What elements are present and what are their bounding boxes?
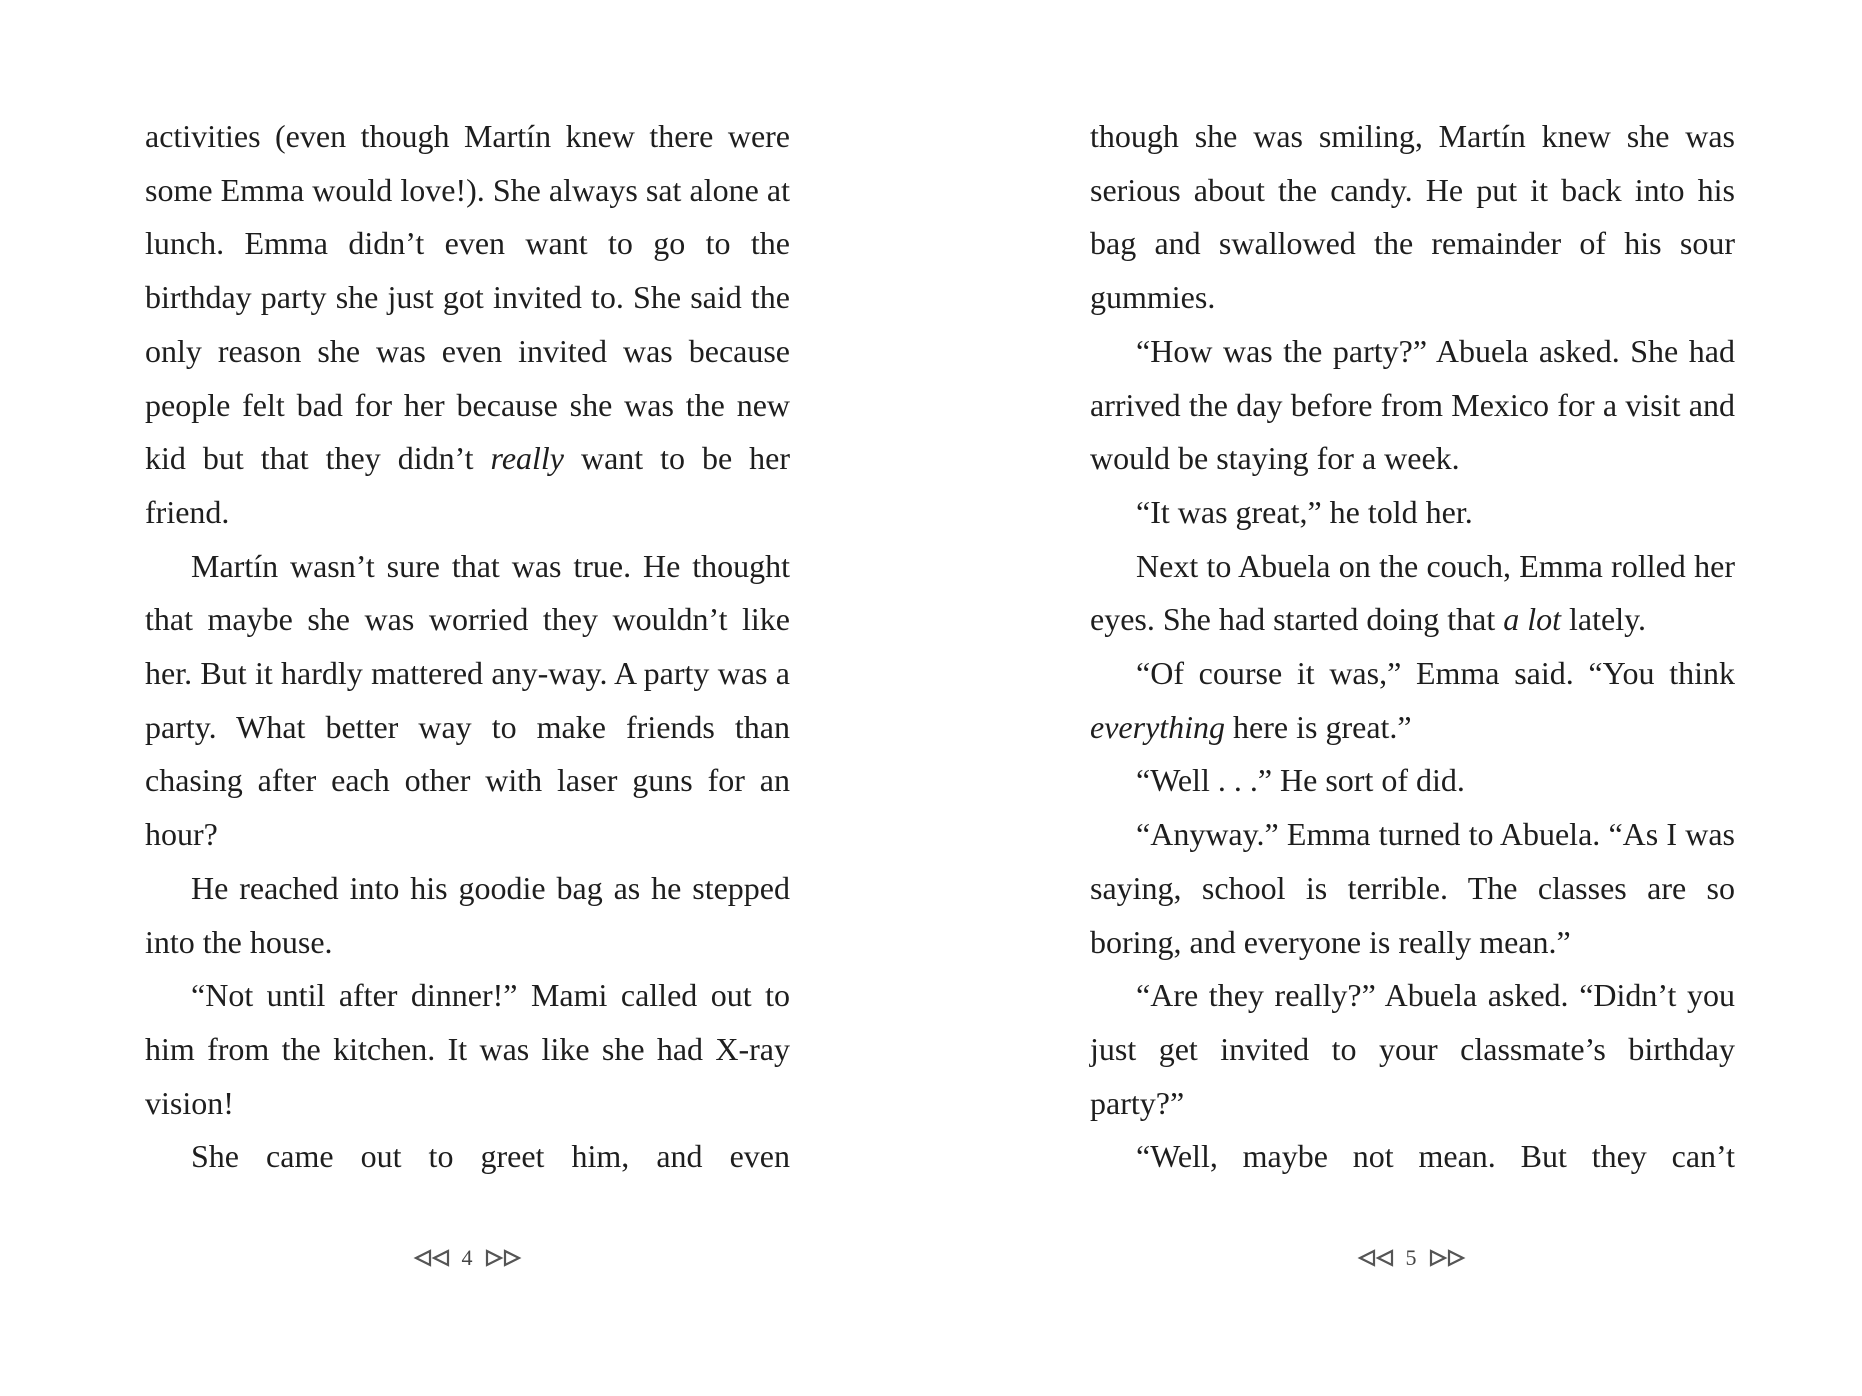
right-page-text <box>1090 110 1735 1184</box>
right-folio <box>1311 1238 1511 1278</box>
page-number: 5 <box>1405 1245 1417 1270</box>
double-left-triangle-icon <box>412 1248 452 1268</box>
left-paragraph-5: She came out to greet him, and even <box>191 1138 790 1175</box>
right-paragraph-8: “Are they really?” Abuela asked. “Didn’t you just get invited to your classmate’s birthday party?” <box>1090 977 1735 1121</box>
page-number: 4 <box>461 1245 473 1270</box>
right-page <box>931 0 1862 1396</box>
double-right-triangle-icon <box>1427 1248 1467 1268</box>
right-paragraph-7: “Anyway.” Emma turned to Abuela. “As I was saying, school is terrible. The classes are so boring, and everyone is really mean.” <box>1090 816 1735 960</box>
right-paragraph-5: “Of course it was,” Emma said. “You think everything here is great.” <box>1090 655 1735 745</box>
left-paragraph-1: activities (even though Martín knew there were some Emma would love!). She always sat alone at lunch. Emma didn’t even want to go to the birthday party she just got invited to. She said the only reason she was even invited was because people felt bad for her because she was the new kid but that they didn’t really want to be her friend. <box>145 118 791 530</box>
left-paragraph-3: He reached into his goodie bag as he stepped into the house. <box>145 869 790 960</box>
right-paragraph-3: “It was great,” he told her. <box>1136 493 1473 530</box>
right-paragraph-2: “How was the party?” Abuela asked. She had arrived the day before from Mexico for a visit and would be staying for a week. <box>1090 332 1735 477</box>
right-paragraph-6: “Well . . .” He sort of did. <box>1136 762 1465 799</box>
right-paragraph-4: Next to Abuela on the couch, Emma rolled her eyes. She had started doing that a lot lately. <box>1090 547 1735 638</box>
left-paragraph-2: Martín wasn’t sure that was true. He thought that maybe she was worried they wouldn’t like her. But it hardly mattered any-way. A party was a party. What better way to make friends than chasing after each other with laser guns for an hour? <box>145 547 790 853</box>
double-right-triangle-icon <box>483 1248 523 1268</box>
left-paragraph-4: “Not until after dinner!” Mami called out to him from the kitchen. It was like she had X-ray vision! <box>145 977 790 1121</box>
right-paragraph-1: though she was smiling, Martín knew she was serious about the candy. He put it back into his bag and swallowed the remainder of his sour gummies. <box>1090 118 1735 316</box>
right-paragraph-9: “Well, maybe not mean. But they can’t <box>1136 1138 1735 1175</box>
left-folio <box>367 1238 567 1278</box>
double-left-triangle-icon <box>1356 1248 1396 1268</box>
left-page-text <box>145 110 790 1184</box>
